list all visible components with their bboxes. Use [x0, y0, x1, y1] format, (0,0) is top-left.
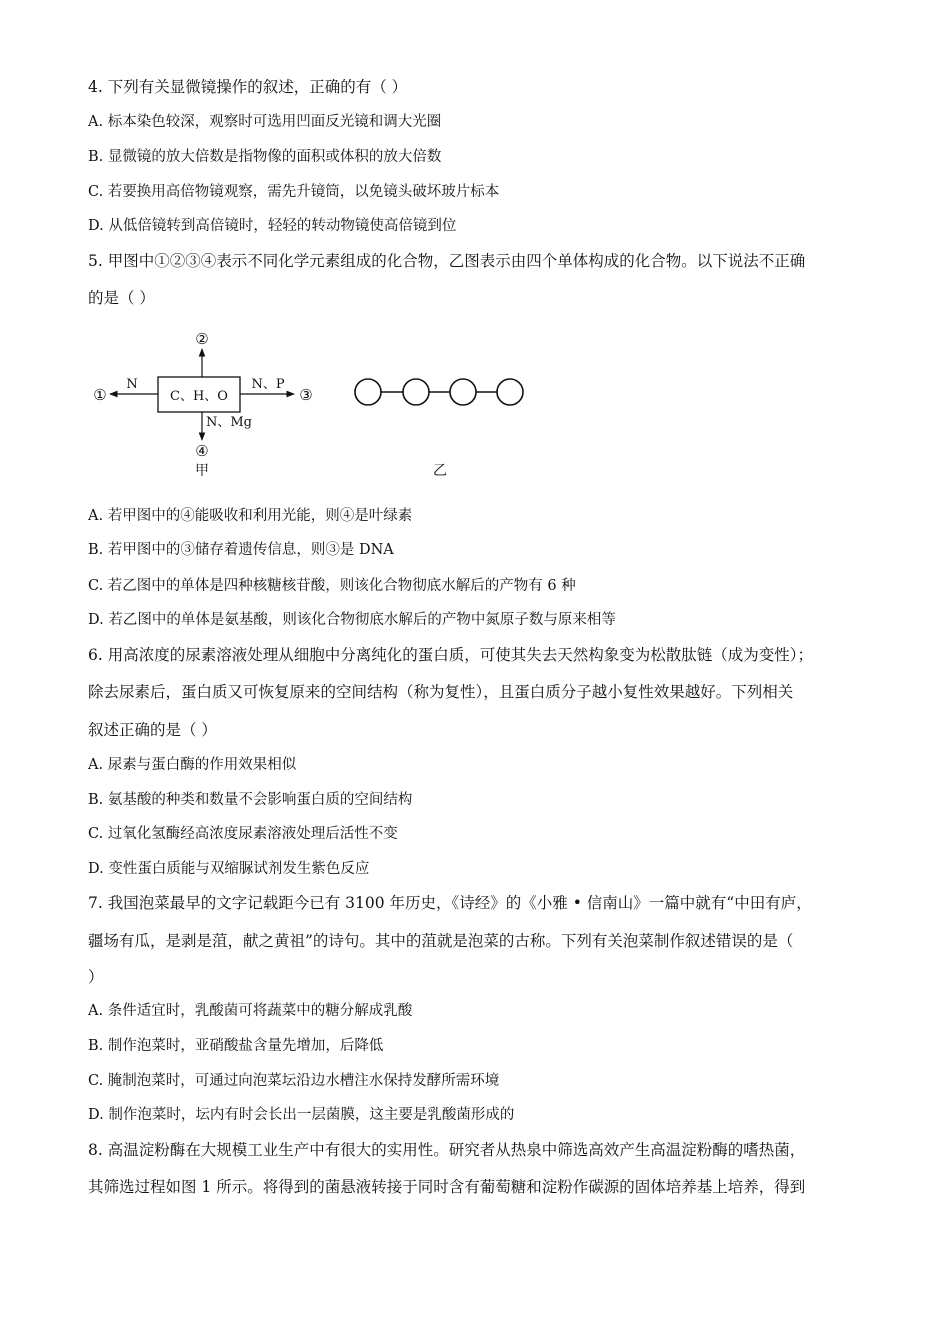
q6-option-d: D. 变性蛋白质能与双缩脲试剂发生紫色反应: [88, 861, 370, 877]
monomer-2: [403, 379, 429, 405]
cho-label: C、H、O: [170, 389, 228, 404]
q5-option-a: A. 若甲图中的④能吸收和利用光能，则④是叶绿素: [88, 508, 413, 524]
q5-stem-line1: 5. 甲图中①②③④表示不同化学元素组成的化合物，乙图表示由四个单体构成的化合物。以下说法不正确: [88, 252, 806, 270]
q7-option-d: D. 制作泡菜时，坛内有时会长出一层菌膜，这主要是乳酸菌形成的: [88, 1107, 515, 1123]
q6-stem-line3: 叙述正确的是（ ）: [88, 721, 217, 739]
q8-stem-line2: 其筛选过程如图 1 所示。将得到的菌悬液转接于同时含有葡萄糖和淀粉作碳源的固体培养基上培养，得到: [88, 1178, 806, 1196]
target-1: ①: [93, 386, 107, 404]
q7-option-b: B. 制作泡菜时，亚硝酸盐含量先增加，后降低: [88, 1038, 384, 1054]
q7-option-c: C. 腌制泡菜时，可通过向泡菜坛沿边水槽注水保持发酵所需环境: [88, 1073, 500, 1089]
q5-option-d: D. 若乙图中的单体是氨基酸，则该化合物彻底水解后的产物中氮原子数与原来相等: [88, 612, 616, 628]
q7-stem-line2: 疆场有瓜，是剥是菹，献之黄祖”的诗句。其中的菹就是泡菜的古称。下列有关泡菜制作叙述错误的是（: [88, 932, 794, 950]
target-4: ④: [195, 442, 209, 460]
target-3: ③: [299, 386, 313, 404]
q4-stem: 4. 下列有关显微镜操作的叙述，正确的有（ ）: [88, 78, 408, 96]
q8-stem-line1: 8. 高温淀粉酶在大规模工业生产中有很大的实用性。研究者从热泉中筛选高效产生高温淀粉酶的嗜热菌，: [88, 1141, 806, 1159]
q6-stem-line1: 6. 用高浓度的尿素溶液处理从细胞中分离纯化的蛋白质，可使其失去天然构象变为松散肽链（成为变性）；: [88, 646, 813, 664]
bottom-elements-label: N、Mg: [206, 415, 253, 430]
q6-option-b: B. 氨基酸的种类和数量不会影响蛋白质的空间结构: [88, 792, 413, 808]
q4-option-c: C. 若要换用高倍物镜观察，需先升镜筒，以免镜头破坏玻片标本: [88, 184, 500, 200]
q5-option-c: C. 若乙图中的单体是四种核糖核苷酸，则该化合物彻底水解后的产物有 6 种: [88, 578, 576, 594]
q5-figure: [80, 322, 540, 482]
caption-jia: 甲: [195, 463, 209, 479]
q5-option-b: B. 若甲图中的③储存着遗传信息，则③是 DNA: [88, 542, 394, 558]
monomer-3: [450, 379, 476, 405]
q5-stem-line2: 的是（ ）: [88, 289, 155, 307]
target-2: ②: [195, 330, 209, 348]
q7-stem-line3: ）: [88, 968, 104, 986]
q6-stem-line2: 除去尿素后，蛋白质又可恢复原来的空间结构（称为复性），且蛋白质分子越小复性效果越好。下列相关: [88, 683, 794, 701]
q7-option-a: A. 条件适宜时，乳酸菌可将蔬菜中的糖分解成乳酸: [88, 1003, 413, 1019]
q7-stem-line1: 7. 我国泡菜最早的文字记载距今已有 3100 年历史，《诗经》的《小雅 • 信南山》一篇中就有“中田有庐，: [88, 894, 812, 912]
q4-option-d: D. 从低倍镜转到高倍镜时，轻轻的转动物镜使高倍镜到位: [88, 218, 457, 234]
q4-option-b: B. 显微镜的放大倍数是指物像的面积或体积的放大倍数: [88, 149, 442, 165]
caption-yi: 乙: [433, 463, 447, 479]
right-elements-label: N、P: [251, 377, 285, 392]
q6-option-a: A. 尿素与蛋白酶的作用效果相似: [88, 757, 297, 773]
monomer-4: [497, 379, 523, 405]
q6-option-c: C. 过氧化氢酶经高浓度尿素溶液处理后活性不变: [88, 826, 398, 842]
left-element-label: N: [126, 377, 138, 392]
monomer-1: [355, 379, 381, 405]
q4-option-a: A. 标本染色较深，观察时可选用凹面反光镜和调大光圈: [88, 114, 442, 130]
